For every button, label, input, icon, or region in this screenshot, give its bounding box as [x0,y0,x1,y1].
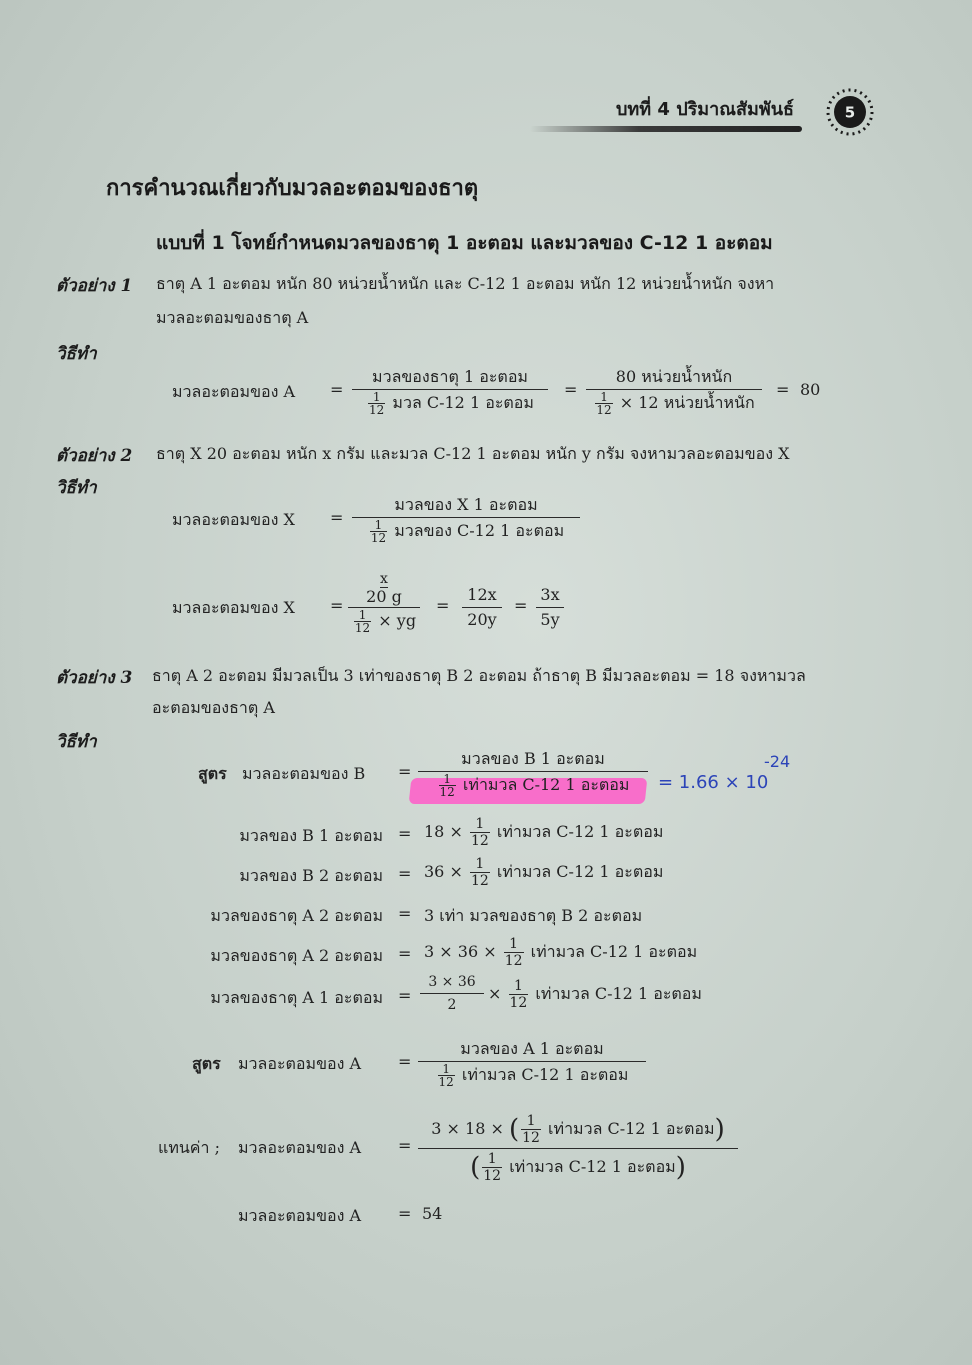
handwritten-exponent: -24 [764,752,791,771]
ex1-lhs: มวลอะตอมของ A [172,382,296,401]
ex2-f1-num: มวลของ X 1 อะตอม [394,495,538,514]
ex3-row-5-rhs: × $\frac{1}{12}$ เท่ามวล C-12 1 อะตอม [488,978,702,1011]
ex3-row-3-rhs: 3 เท่า มวลของธาตุ B 2 อะตอม [424,906,643,925]
ex3-final-equals: = [398,1204,412,1223]
example-2-label: ตัวอย่าง 2 [56,446,133,466]
ex3-fa-den: เท่ามวล C-12 1 อะตอม [461,1065,629,1084]
ex3-row-5-fraction: 3 × 36 2 [420,972,484,1015]
handwritten-note: = 1.66 × 10 [658,772,769,793]
ex1-f2-num: 80 หน่วยน้ำหนัก [615,367,733,386]
ex3-substitute-label: แทนค่า ; [158,1138,220,1157]
ex2-fraction-1: มวลของ X 1 อะตอม $\frac{1}{12}$ มวลของ C-12 1 อะตอม [352,494,580,544]
ex3-formula-label: สูตร [198,764,227,783]
ex1-f1-num: มวลของธาตุ 1 อะตอม [372,367,528,386]
ex3-row-1-lhs: มวลของ B 1 อะตอม [239,826,383,845]
example-2-text-1: ธาตุ X 20 อะตอม หนัก x กรัม และมวล C-12 1 อะตอม หนัก y กรัม จงหามวลอะตอมของ X [156,444,790,463]
ex2-equals: = [330,508,344,527]
ex1-equals-2: = [564,380,578,399]
ex1-f2-den: × 12 หน่วยน้ำหนัก [619,393,755,412]
ex3-row-1-equals: = [398,824,412,843]
example-1-text-2: มวลอะตอมของธาตุ A [156,308,309,327]
ex2-lhs-2: มวลอะตอมของ X [172,598,295,617]
header-rule [530,126,802,132]
ex3-fraction-a: มวลของ A 1 อะตอม $\frac{1}{12}$ เท่ามวล C-12 1 อะตอม [418,1038,646,1088]
ex2-equals-4: = [514,596,528,615]
ex3-row-4-rhs: 3 × 36 × $\frac{1}{12}$ เท่ามวล C-12 1 อะตอม [424,936,698,969]
example-1-solution-label: วิธีทำ [56,344,97,364]
ex2-fraction-3 [462,584,502,631]
ex3-final-lhs: มวลอะตอมของ A [238,1206,362,1225]
ex2-f2-mid: 20 g [366,587,402,606]
ex3-row-2-lhs: มวลของ B 2 อะตอม [239,866,383,885]
example-1-label: ตัวอย่าง 1 [56,276,133,296]
ex3-fb-den: เท่ามวล C-12 1 อะตอม [462,775,630,794]
ex2-lhs: มวลอะตอมของ X [172,510,295,529]
ex1-result: 80 [800,380,821,399]
example-1-text-1: ธาตุ A 1 อะตอม หนัก 80 หน่วยน้ำหนัก และ C-12 1 อะตอม หนัก 12 หน่วยน้ำหนัก จงหา [156,274,775,293]
ex3-equals-b: = [398,762,412,781]
ex2-equals-3: = [436,596,450,615]
ex2-fraction-2: x 20 g $\frac{1}{12}$ × yg [348,570,420,634]
ex2-f1-den: มวลของ C-12 1 อะตอม [394,521,565,540]
ex2-f4-num: 3x [540,585,560,604]
ex1-equals-3: = [776,380,790,399]
ex2-f2-top: x [380,571,388,587]
ex3-row-4-equals: = [398,944,412,963]
example-2-solution-label: วิธีทำ [56,478,97,498]
example-3-solution-label: วิธีทำ [56,732,97,752]
ex1-fraction-2: 80 หน่วยน้ำหนัก $\frac{1}{12}$ × 12 หน่วยน้ำหนัก [586,366,762,416]
ex3-row-1-rhs: 18 × $\frac{1}{12}$ เท่ามวล C-12 1 อะตอม [424,816,664,849]
ex2-f3-num: 12x [467,585,497,604]
ex3-fa-num: มวลของ A 1 อะตอม [460,1039,604,1058]
ex3-fb-num: มวลของ B 1 อะตอม [461,749,605,768]
ex3-formula-label-2: สูตร [192,1054,221,1073]
page-number-badge [824,86,876,138]
ex1-f1-den: มวล C-12 1 อะตอม [392,393,534,412]
ex3-fraction-b: มวลของ B 1 อะตอม $\frac{1}{12}$ เท่ามวล C-12 1 อะตอม [418,748,648,798]
example-3-label: ตัวอย่าง 3 [56,668,133,688]
ex1-equals: = [330,380,344,399]
ex2-f4-den: 5y [540,610,560,629]
ex3-row-2-rhs: 36 × $\frac{1}{12}$ เท่ามวล C-12 1 อะตอม [424,856,664,889]
example-3-text-1: ธาตุ A 2 อะตอม มีมวลเป็น 3 เท่าของธาตุ B 2 อะตอม ถ้าธาตุ B มีมวลอะตอม = 18 จงหามวล [152,666,806,685]
ex3-row-4-lhs: มวลของธาตุ A 2 อะตอม [210,946,383,965]
chapter-header: บทที่ 4 ปริมาณสัมพันธ์ [616,99,794,120]
page-number: 5 [844,103,856,122]
ex3-row-3-lhs: มวลของธาตุ A 2 อะตอม [210,906,383,925]
ex3-row-5-lhs: มวลของธาตุ A 1 อะตอม [210,988,383,1007]
ex3-final-value: 54 [422,1204,443,1223]
ex2-fraction-4 [536,584,564,631]
ex2-f2-den: × yg [378,611,417,630]
ex3-lhs-a-2: มวลอะตอมของ A [238,1138,362,1157]
section-subtitle: แบบที่ 1 โจทย์กำหนดมวลของธาตุ 1 อะตอม และมวลของ C-12 1 อะตอม [156,232,773,254]
ex3-substitution-fraction: 3 × 18 × ( $\frac{1}{12}$ เท่ามวล C-12 1 อะตอม) ( $\frac{1}{12}$ เท่ามวล C-12 1 อะตอม) [418,1112,738,1184]
ex3-equals-sub: = [398,1136,412,1155]
ex1-fraction-1: มวลของธาตุ 1 อะตอม $\frac{1}{12}$ มวล C-12 1 อะตอม [352,366,548,416]
ex2-equals-2: = [330,596,344,615]
ex3-lhs-b: มวลอะตอมของ B [242,764,366,783]
example-3-text-2: อะตอมของธาตุ A [152,698,275,717]
ex3-row-5-equals: = [398,986,412,1005]
ex3-equals-a: = [398,1052,412,1071]
page-title: การคำนวณเกี่ยวกับมวลอะตอมของธาตุ [106,176,479,201]
ex3-row-3-equals: = [398,904,412,923]
ex3-lhs-a: มวลอะตอมของ A [238,1054,362,1073]
ex3-row-2-equals: = [398,864,412,883]
ex2-f3-den: 20y [467,610,497,629]
